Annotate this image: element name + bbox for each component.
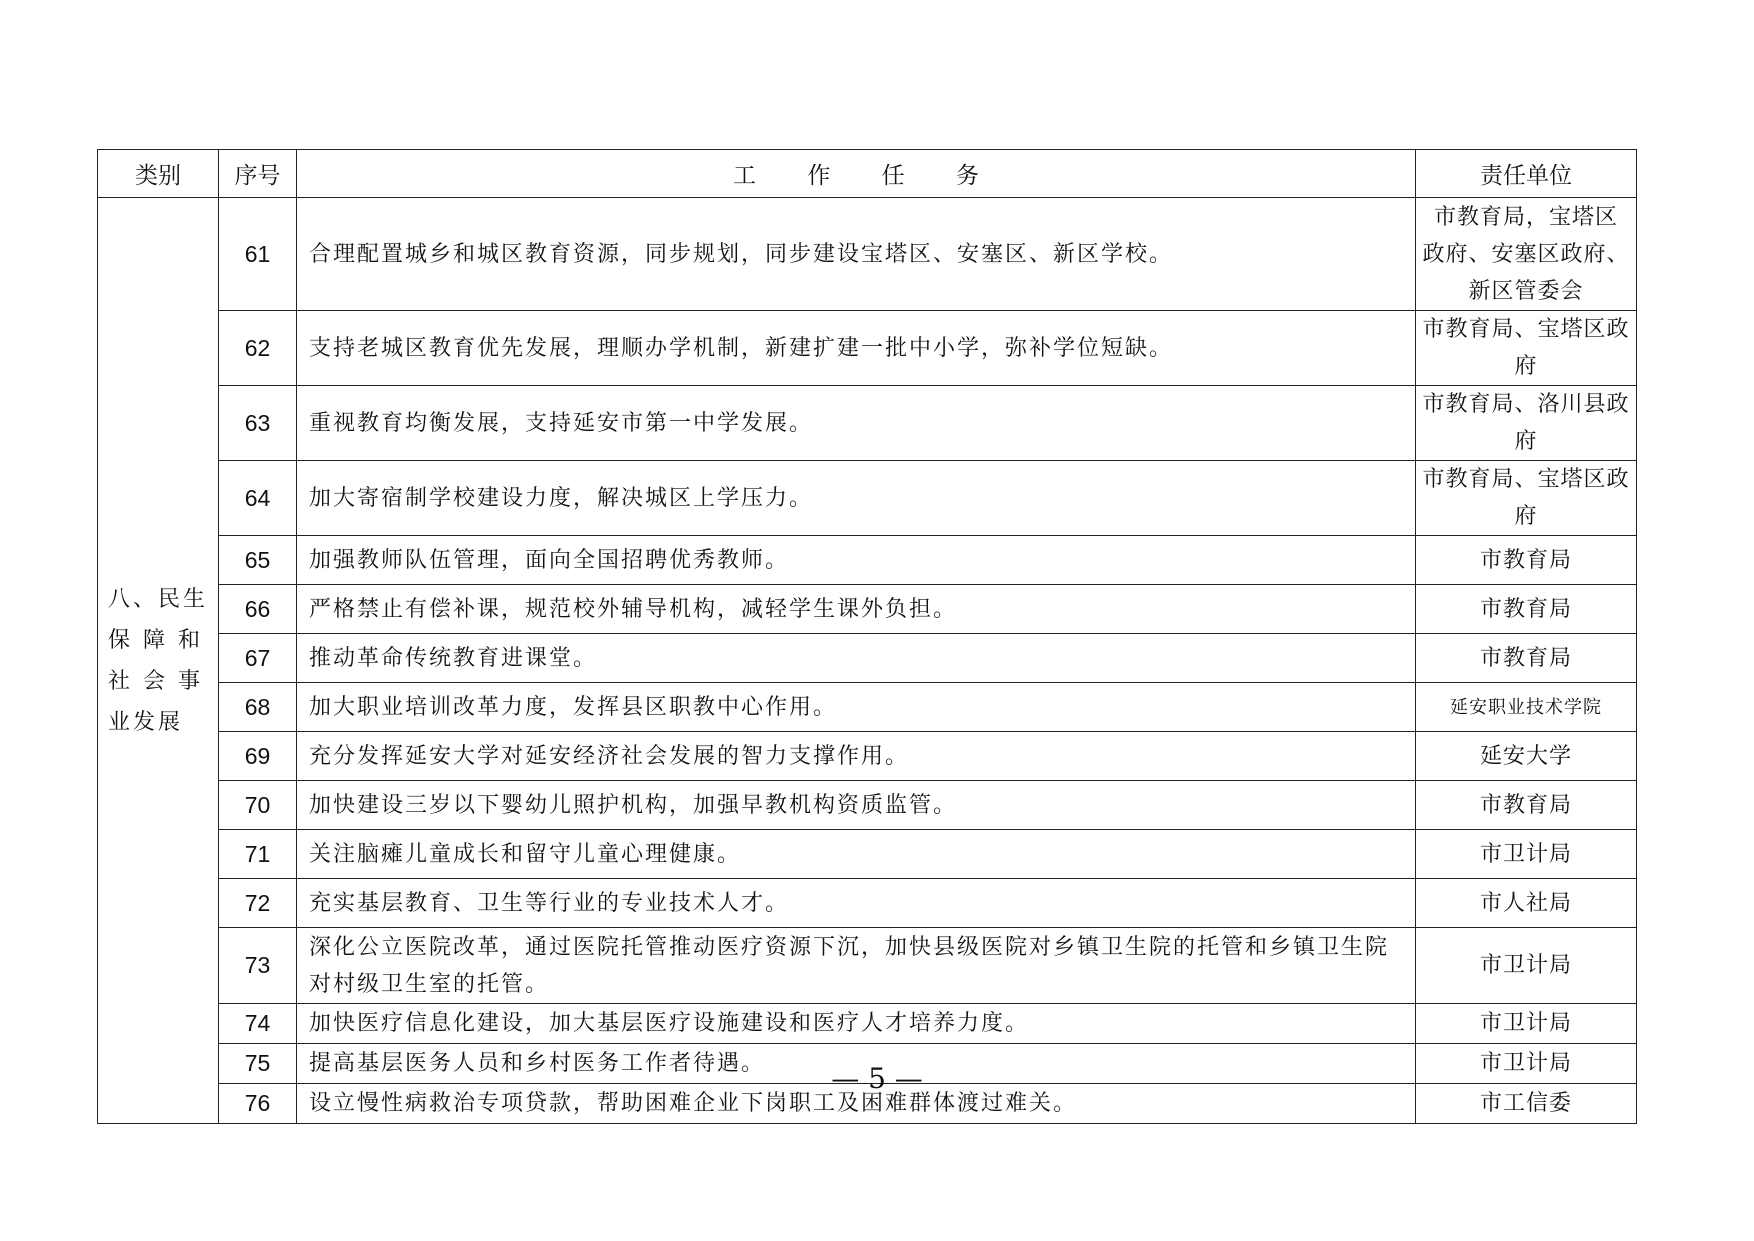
row-task: 加快医疗信息化建设，加大基层医疗设施建设和医疗人才培养力度。 <box>297 1004 1416 1044</box>
header-number: 序号 <box>219 150 297 198</box>
row-unit: 市卫计局 <box>1416 1044 1637 1084</box>
unit-line: 政府、安塞区政府、 <box>1422 241 1630 267</box>
row-number: 71 <box>219 830 297 879</box>
row-number: 61 <box>219 198 297 311</box>
table-row <box>98 386 1637 461</box>
row-unit: 延安职业技术学院 <box>1416 683 1637 732</box>
row-unit: 延安大学 <box>1416 732 1637 781</box>
row-unit: 市工信委 <box>1416 1084 1637 1124</box>
row-unit: 市教育局、洛川县政府 <box>1416 386 1637 461</box>
table-row <box>98 461 1637 536</box>
task-table <box>97 149 1637 1124</box>
row-number: 74 <box>219 1004 297 1044</box>
header-task: 工 作 任 务 <box>297 150 1416 198</box>
row-task: 关注脑瘫儿童成长和留守儿童心理健康。 <box>297 830 1416 879</box>
header-category: 类别 <box>98 150 219 198</box>
row-task: 推动革命传统教育进课堂。 <box>297 634 1416 683</box>
unit-line: 新区管委会 <box>1468 278 1584 304</box>
row-task: 加大寄宿制学校建设力度，解决城区上学压力。 <box>297 461 1416 536</box>
row-number: 68 <box>219 683 297 732</box>
row-unit: 市人社局 <box>1416 879 1637 928</box>
unit-line: 市教育局，宝塔区 <box>1433 204 1618 230</box>
row-unit: 市教育局、宝塔区政府 <box>1416 461 1637 536</box>
table-row <box>98 928 1637 1004</box>
row-unit: 市卫计局 <box>1416 928 1637 1004</box>
row-task: 充实基层教育、卫生等行业的专业技术人才。 <box>297 879 1416 928</box>
table-row <box>98 830 1637 879</box>
row-number: 76 <box>219 1084 297 1124</box>
table-row <box>98 1004 1637 1044</box>
row-unit: 市教育局、宝塔区政府 <box>1416 311 1637 386</box>
page-number: — 5 — <box>831 1062 923 1095</box>
row-unit: 市卫计局 <box>1416 830 1637 879</box>
table-row <box>98 311 1637 386</box>
row-task: 深化公立医院改革，通过医院托管推动医疗资源下沉，加快县级医院对乡镇卫生院的托管和乡镇卫生院对村级卫生室的托管。 <box>297 928 1416 1004</box>
row-number: 63 <box>219 386 297 461</box>
row-task: 合理配置城乡和城区教育资源，同步规划，同步建设宝塔区、安塞区、新区学校。 <box>297 198 1416 311</box>
row-unit: 市卫计局 <box>1416 1004 1637 1044</box>
category-line: 保 障 和 <box>108 627 203 653</box>
table-row <box>98 683 1637 732</box>
row-number: 70 <box>219 781 297 830</box>
table-row <box>98 198 1637 311</box>
row-unit: 市教育局 <box>1416 634 1637 683</box>
table-row <box>98 732 1637 781</box>
category-line: 八、民生 <box>108 586 209 612</box>
row-unit: 市教育局 <box>1416 536 1637 585</box>
row-unit: 市教育局 <box>1416 585 1637 634</box>
row-task: 设立慢性病救治专项贷款，帮助困难企业下岗职工及困难群体渡过难关。 <box>297 1084 1416 1124</box>
row-number: 64 <box>219 461 297 536</box>
table-row <box>98 634 1637 683</box>
task-table-container <box>97 149 1636 1124</box>
table-header-row <box>98 150 1637 198</box>
row-number: 72 <box>219 879 297 928</box>
row-number: 65 <box>219 536 297 585</box>
table-row <box>98 585 1637 634</box>
table-row <box>98 536 1637 585</box>
row-unit <box>1416 198 1637 311</box>
header-unit: 责任单位 <box>1416 150 1637 198</box>
row-number: 66 <box>219 585 297 634</box>
category-cell <box>98 198 219 1124</box>
row-number: 73 <box>219 928 297 1004</box>
row-task: 重视教育均衡发展，支持延安市第一中学发展。 <box>297 386 1416 461</box>
row-task: 支持老城区教育优先发展，理顺办学机制，新建扩建一批中小学，弥补学位短缺。 <box>297 311 1416 386</box>
row-number: 62 <box>219 311 297 386</box>
category-line: 社 会 事 <box>108 668 203 694</box>
row-number: 69 <box>219 732 297 781</box>
row-unit: 市教育局 <box>1416 781 1637 830</box>
row-task: 加强教师队伍管理，面向全国招聘优秀教师。 <box>297 536 1416 585</box>
row-task: 提高基层医务人员和乡村医务工作者待遇。 <box>297 1044 1416 1084</box>
table-row <box>98 781 1637 830</box>
category-line: 业发展 <box>108 709 184 735</box>
row-number: 67 <box>219 634 297 683</box>
row-task: 加大职业培训改革力度，发挥县区职教中心作用。 <box>297 683 1416 732</box>
row-task: 严格禁止有偿补课，规范校外辅导机构，减轻学生课外负担。 <box>297 585 1416 634</box>
row-number: 75 <box>219 1044 297 1084</box>
row-task: 加快建设三岁以下婴幼儿照护机构，加强早教机构资质监管。 <box>297 781 1416 830</box>
row-task: 充分发挥延安大学对延安经济社会发展的智力支撑作用。 <box>297 732 1416 781</box>
table-row <box>98 879 1637 928</box>
